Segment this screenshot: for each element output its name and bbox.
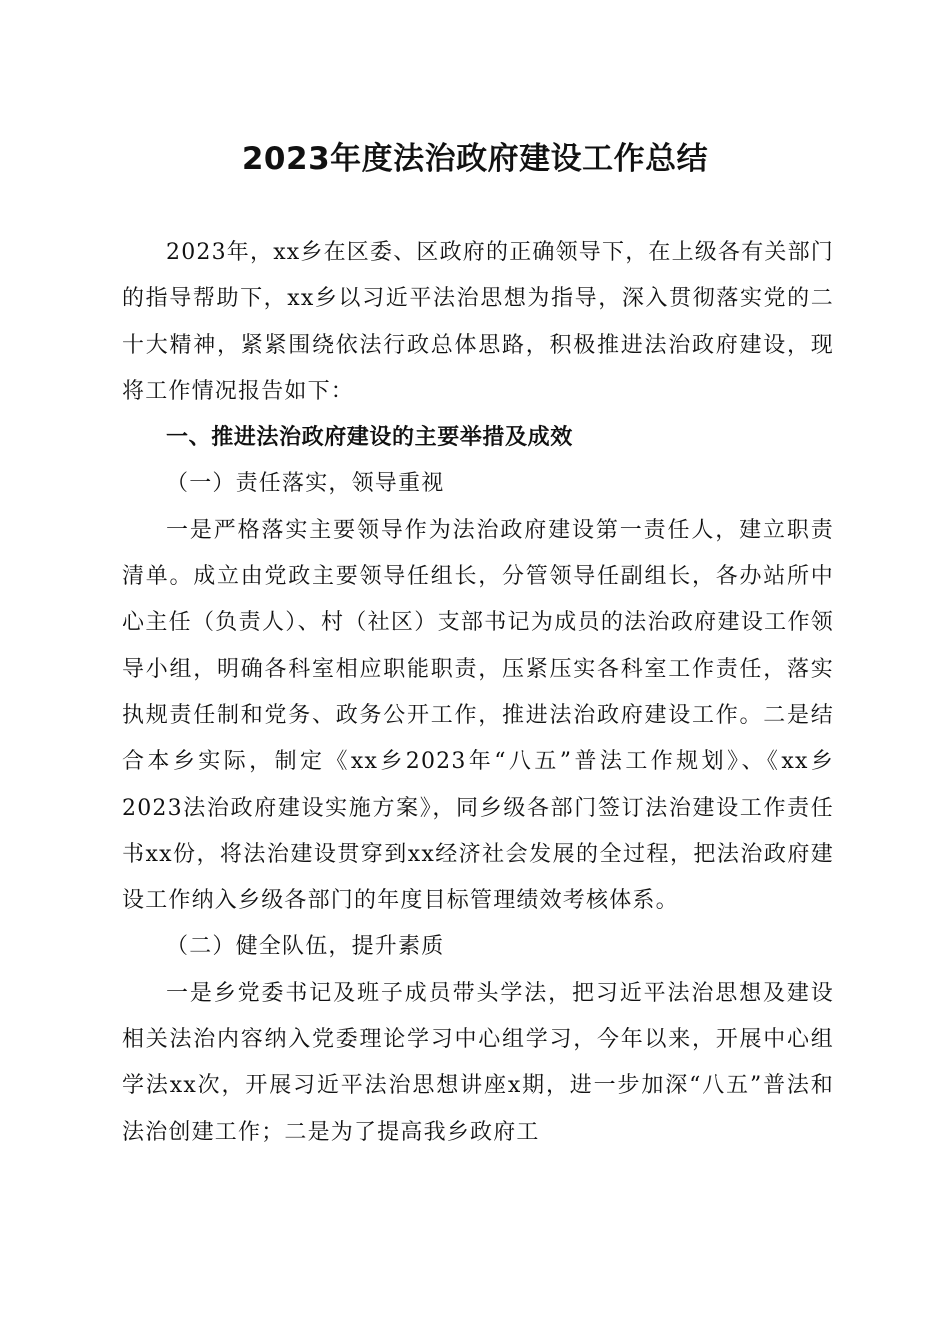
subsection-1-paragraph: 一是严格落实主要领导作为法治政府建设第一责任人，建立职责清单。成立由党政主要领导任组长，分管领导任副组长，各办站所中心主任（负责人）、村（社区）支部书记为成员的法治政府建设工作领导小组，明确各科室相应职能职责，压紧压实各科室工作责任，落实执规责任制和党务、政务公开工作，推进法治政府建设工作。二是结合本乡实际，制定《xx乡2023年“八五”普法工作规划》、《xx乡2023法治政府建设实施方案》，同乡级各部门签订法治建设工作责任书xx份，将法治建设贯穿到xx经济社会发展的全过程，把法治政府建设工作纳入乡级各部门的年度目标管理绩效考核体系。: [122, 517, 834, 914]
document-body: [122, 230, 834, 1156]
subsection-2-paragraph: 一是乡党委书记及班子成员带头学法，把习近平法治思想及建设相关法治内容纳入党委理论学习中心组学习，今年以来，开展中心组学法xx次，开展习近平法治思想讲座x期，进一步加深“八五”普法和法治创建工作；二是为了提高我乡政府工: [122, 980, 834, 1145]
section-heading-1: 一、推进法治政府建设的主要举措及成效: [166, 425, 573, 451]
document-title: 2023年度法治政府建设工作总结: [241, 141, 709, 177]
subsection-heading-1: （一）责任落实，领导重视: [166, 471, 445, 497]
subsection-heading-2: （二）健全队伍，提升素质: [166, 934, 445, 960]
intro-paragraph: 2023年，xx乡在区委、区政府的正确领导下，在上级各有关部门的指导帮助下，xx乡以习近平法治思想为指导，深入贯彻落实党的二十大精神，紧紧围绕依法行政总体思路，积极推进法治政府建设，现将工作情况报告如下：: [122, 240, 835, 404]
